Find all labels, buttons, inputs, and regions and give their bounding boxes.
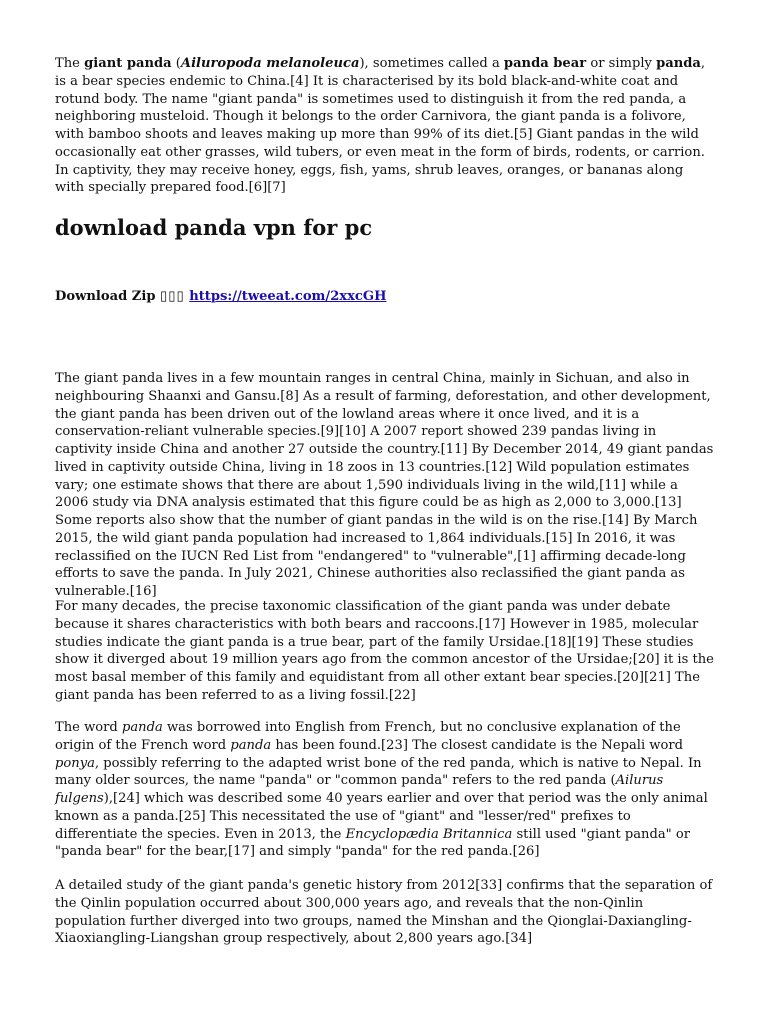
download-link[interactable]: https://tweeat.com/2xxcGH bbox=[189, 289, 387, 304]
term-panda-bear: panda bear bbox=[503, 56, 587, 71]
etym-text: , possibly referring to the adapted wrist bone of the red panda, which is native to Nepal. In many older sources, the name "panda" or "common panda" refers to the red panda ( bbox=[55, 755, 702, 789]
etym-italic: panda bbox=[230, 737, 272, 753]
intro-text: , is a bear species endemic to China.[4] It is characterised by its bold black-and-white coat and rotund body. The name "giant panda" is sometimes used to distinguish it from the red panda, a neighboring musteloid. Though it belongs to the order Carnivora, the giant panda is a folivore, with bamboo shoots and leaves making up more than 99% of its diet.[5] Giant pandas in the wild occasionally eat other grasses, wild tubers, or even meat in the form of birds, rodents, or carrion. In captivity, they may receive honey, eggs, fish, yams, shrub leaves, oranges, or bananas along with specially prepared food.[6][7] bbox=[55, 56, 706, 196]
intro-paragraph bbox=[55, 55, 715, 197]
etym-italic: panda bbox=[121, 720, 163, 735]
body-paragraph-distribution: The giant panda lives in a few mountain ranges in central China, mainly in Sichuan, and also in neighbouring Shaanxi and Gansu.[8] As a result of farming, deforestation, and other development, the giant panda has been driven out of the lowland areas where it once lived, and it is a conservation-reliant vulnerable species.[9][10] A 2007 report showed 239 pandas living in captivity inside China and another 27 outside the country.[11] By December 2014, 49 giant pandas lived in captivity outside China, living in 18 zoos in 13 countries.[12] Wild population estimates vary; one estimate shows that there are about 1,590 individuals living in the wild,[11] while a 2006 study via DNA analysis estimated that this figure could be as high as 2,000 to 3,000.[13] Some reports also show that the number of giant pandas in the wild is on the rise.[14] By March 2015, the wild giant panda population had increased to 1,864 individuals.[15] In 2016, it was reclassified on the IUCN Red List from "endangered" to "vulnerable",[1] affirming decade-long efforts to save the panda. In July 2021, Chinese authorities also reclassified the giant panda as vulnerable.[16] bbox=[55, 371, 714, 599]
body-paragraph-genetics: A detailed study of the giant panda's genetic history from 2012[33] confirms that the separation of the Qinlin population occurred about 300,000 years ago, and reveals that the non-Qinlin population further diverged into two groups, named the Minshan and the Qionglai-Daxiangling-Xiaoxiangling-Liangshan group respectively, about 2,800 years ago.[34] bbox=[55, 878, 713, 947]
download-label: Download Zip bbox=[55, 289, 161, 304]
term-giant-panda: giant panda bbox=[84, 56, 172, 71]
intro-text: ), sometimes called a bbox=[359, 56, 504, 71]
etym-text: ),[24] which was described some 40 years earlier and over that period was the only animal known as a panda.[25] This necessitated the use of "giant" and "lesser/red" prefixes to differentiate the species. Even in 2013, the bbox=[55, 791, 708, 842]
etym-italic: Encyclopædia Britannica bbox=[345, 826, 513, 842]
scientific-name: Ailuropoda melanoleuca bbox=[180, 56, 360, 71]
body-paragraph-taxonomy: For many decades, the precise taxonomic classification of the giant panda was under debate because it shares characteristics with both bears and raccoons.[17] However in 1985, molecular studies indicate the giant panda is a true bear, part of the family Ursidae.[18][19] These studies show it diverged about 19 million years ago from the common ancestor of the Ursidae;[20] it is the most basal member of this family and equidistant from all other extant bear species.[20][21] The giant panda has been referred to as a living fossil.[22] bbox=[55, 599, 714, 703]
etym-text: The word bbox=[55, 720, 122, 735]
term-panda: panda bbox=[656, 56, 701, 71]
etym-italic: Ailurus fulgens bbox=[55, 773, 664, 806]
page-heading: download panda vpn for pc bbox=[55, 215, 373, 240]
etym-text: has been found.[23] The closest candidate is the Nepali word bbox=[271, 737, 684, 753]
intro-text: or simply bbox=[586, 56, 657, 71]
etym-italic: ponya bbox=[55, 755, 95, 771]
body-paragraph-etymology bbox=[55, 719, 715, 861]
etym-text: was borrowed into English from French, but no conclusive explanation of the origin of the French word bbox=[55, 720, 681, 753]
missing-glyph-icons: ▯▯▯ bbox=[160, 289, 185, 304]
intro-text: ( bbox=[171, 56, 181, 71]
download-line bbox=[55, 288, 715, 306]
etym-text: still used "giant panda" or "panda bear" for the bear,[17] and simply "panda" for the red panda.[26] bbox=[55, 826, 691, 860]
intro-text: The bbox=[55, 56, 85, 71]
